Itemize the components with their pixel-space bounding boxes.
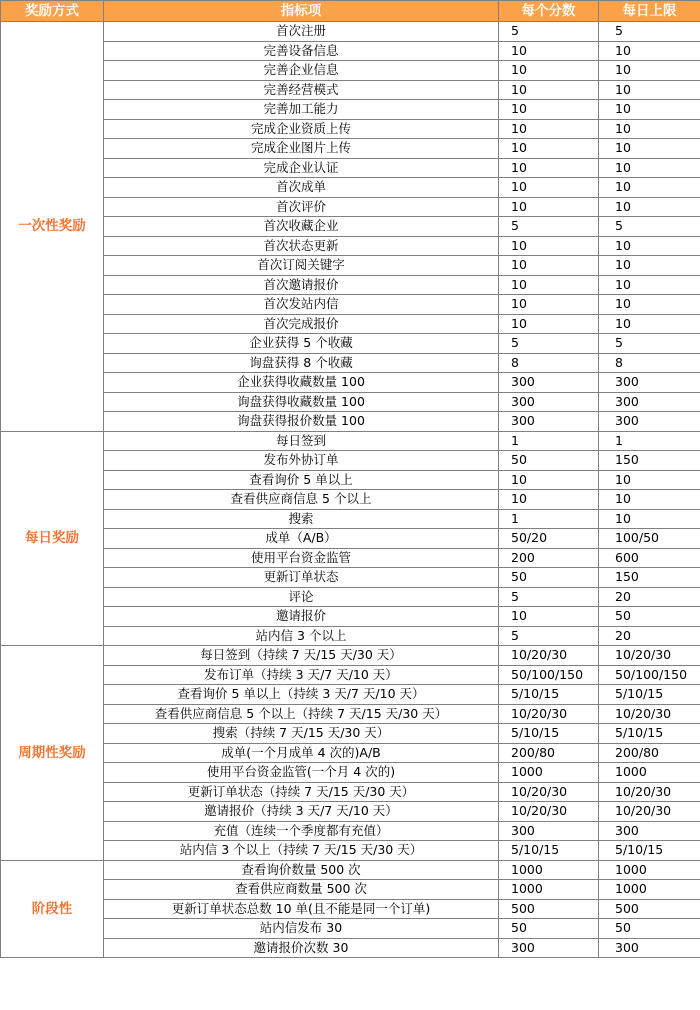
indicator-item-cell: 首次成单 <box>104 178 499 198</box>
daily-limit-cell: 10/20/30 <box>599 802 700 822</box>
table-row <box>1 704 700 724</box>
daily-limit-cell: 100/50 <box>599 529 700 549</box>
table-row <box>1 256 700 276</box>
table-row <box>1 724 700 744</box>
indicator-item-cell: 企业获得 5 个收藏 <box>104 334 499 354</box>
table-row <box>1 119 700 139</box>
indicator-item-cell: 搜索 <box>104 509 499 529</box>
category-periodic: 周期性奖励 <box>1 646 104 861</box>
points-cell: 5/10/15 <box>499 685 599 705</box>
indicator-item-cell: 成单(一个月成单 4 次的)A/B <box>104 743 499 763</box>
table-row <box>1 802 700 822</box>
daily-limit-cell: 300 <box>599 412 700 432</box>
points-cell: 300 <box>499 373 599 393</box>
points-cell: 10/20/30 <box>499 646 599 666</box>
daily-limit-cell: 10/20/30 <box>599 782 700 802</box>
indicator-item-cell: 邀请报价（持续 3 天/7 天/10 天） <box>104 802 499 822</box>
daily-limit-cell: 300 <box>599 392 700 412</box>
daily-limit-cell: 5 <box>599 22 700 42</box>
points-cell: 50 <box>499 919 599 939</box>
daily-limit-cell: 10 <box>599 275 700 295</box>
indicator-item-cell: 充值（连续一个季度都有充值） <box>104 821 499 841</box>
table-row <box>1 568 700 588</box>
daily-limit-cell: 20 <box>599 626 700 646</box>
indicator-item-cell: 完成企业认证 <box>104 158 499 178</box>
indicator-item-cell: 完善经营模式 <box>104 80 499 100</box>
indicator-item-cell: 更新订单状态（持续 7 天/15 天/30 天） <box>104 782 499 802</box>
indicator-item-cell: 站内信发布 30 <box>104 919 499 939</box>
table-row <box>1 470 700 490</box>
category-stage: 阶段性 <box>1 860 104 958</box>
indicator-item-cell: 完成企业图片上传 <box>104 139 499 159</box>
points-cell: 10/20/30 <box>499 704 599 724</box>
points-cell: 8 <box>499 353 599 373</box>
daily-limit-cell: 300 <box>599 821 700 841</box>
indicator-item-cell: 首次订阅关键字 <box>104 256 499 276</box>
indicator-item-cell: 首次完成报价 <box>104 314 499 334</box>
table-row <box>1 41 700 61</box>
daily-limit-cell: 10 <box>599 295 700 315</box>
table-row <box>1 80 700 100</box>
daily-limit-cell: 10 <box>599 61 700 81</box>
table-header-row <box>1 1 700 22</box>
table-row <box>1 392 700 412</box>
points-cell: 5 <box>499 217 599 237</box>
indicator-item-cell: 查看询价数量 500 次 <box>104 860 499 880</box>
table-row <box>1 314 700 334</box>
daily-limit-cell: 5 <box>599 217 700 237</box>
points-cell: 300 <box>499 392 599 412</box>
daily-limit-cell: 10/20/30 <box>599 646 700 666</box>
header-reward-method: 奖励方式 <box>1 1 104 22</box>
table-row <box>1 353 700 373</box>
indicator-item-cell: 查看供应商数量 500 次 <box>104 880 499 900</box>
points-cell: 50 <box>499 451 599 471</box>
daily-limit-cell: 1000 <box>599 880 700 900</box>
daily-limit-cell: 10 <box>599 197 700 217</box>
table-row <box>1 841 700 861</box>
table-row <box>1 412 700 432</box>
daily-limit-cell: 10 <box>599 41 700 61</box>
points-cell: 10 <box>499 158 599 178</box>
points-cell: 10 <box>499 490 599 510</box>
daily-limit-cell: 50/100/150 <box>599 665 700 685</box>
daily-limit-cell: 5/10/15 <box>599 841 700 861</box>
table-row <box>1 821 700 841</box>
points-cell: 5/10/15 <box>499 724 599 744</box>
points-cell: 10 <box>499 100 599 120</box>
indicator-item-cell: 完成企业资质上传 <box>104 119 499 139</box>
daily-limit-cell: 20 <box>599 587 700 607</box>
daily-limit-cell: 8 <box>599 353 700 373</box>
indicator-item-cell: 查看询价 5 单以上 <box>104 470 499 490</box>
indicator-item-cell: 查看供应商信息 5 个以上（持续 7 天/15 天/30 天） <box>104 704 499 724</box>
indicator-item-cell: 查看供应商信息 5 个以上 <box>104 490 499 510</box>
daily-limit-cell: 10 <box>599 236 700 256</box>
table-row <box>1 431 700 451</box>
daily-limit-cell: 10 <box>599 470 700 490</box>
points-cell: 5/10/15 <box>499 841 599 861</box>
daily-limit-cell: 10 <box>599 509 700 529</box>
table-row <box>1 236 700 256</box>
indicator-item-cell: 首次收藏企业 <box>104 217 499 237</box>
points-cell: 1000 <box>499 763 599 783</box>
table-row <box>1 938 700 958</box>
points-cell: 10 <box>499 295 599 315</box>
indicator-item-cell: 询盘获得 8 个收藏 <box>104 353 499 373</box>
points-cell: 10 <box>499 607 599 627</box>
points-cell: 5 <box>499 22 599 42</box>
points-cell: 1000 <box>499 880 599 900</box>
table-row <box>1 607 700 627</box>
table-row <box>1 685 700 705</box>
category-daily: 每日奖励 <box>1 431 104 646</box>
daily-limit-cell: 300 <box>599 938 700 958</box>
table-row <box>1 899 700 919</box>
indicator-item-cell: 询盘获得收藏数量 100 <box>104 392 499 412</box>
points-cell: 5 <box>499 587 599 607</box>
table-row <box>1 334 700 354</box>
table-body <box>1 22 700 958</box>
daily-limit-cell: 10 <box>599 314 700 334</box>
table-row <box>1 197 700 217</box>
indicator-item-cell: 评论 <box>104 587 499 607</box>
daily-limit-cell: 5/10/15 <box>599 724 700 744</box>
indicator-item-cell: 站内信 3 个以上（持续 7 天/15 天/30 天） <box>104 841 499 861</box>
table-row <box>1 860 700 880</box>
points-cell: 200 <box>499 548 599 568</box>
points-cell: 50/100/150 <box>499 665 599 685</box>
table-row <box>1 626 700 646</box>
daily-limit-cell: 1000 <box>599 860 700 880</box>
indicator-item-cell: 搜索（持续 7 天/15 天/30 天） <box>104 724 499 744</box>
daily-limit-cell: 200/80 <box>599 743 700 763</box>
points-cell: 10/20/30 <box>499 782 599 802</box>
table-row <box>1 139 700 159</box>
daily-limit-cell: 10 <box>599 256 700 276</box>
daily-limit-cell: 10/20/30 <box>599 704 700 724</box>
table-row <box>1 880 700 900</box>
table-row <box>1 782 700 802</box>
daily-limit-cell: 10 <box>599 100 700 120</box>
table-row <box>1 743 700 763</box>
header-points-each: 每个分数 <box>499 1 599 22</box>
indicator-item-cell: 每日签到（持续 7 天/15 天/30 天） <box>104 646 499 666</box>
indicator-item-cell: 使用平台资金监管 <box>104 548 499 568</box>
table-row <box>1 509 700 529</box>
points-cell: 300 <box>499 412 599 432</box>
table-row <box>1 529 700 549</box>
points-cell: 10 <box>499 236 599 256</box>
indicator-item-cell: 使用平台资金监管(一个月 4 次的) <box>104 763 499 783</box>
header-indicator-item: 指标项 <box>104 1 499 22</box>
table-row <box>1 61 700 81</box>
table-row <box>1 100 700 120</box>
indicator-item-cell: 企业获得收藏数量 100 <box>104 373 499 393</box>
points-cell: 10 <box>499 470 599 490</box>
daily-limit-cell: 1 <box>599 431 700 451</box>
points-cell: 10 <box>499 61 599 81</box>
indicator-item-cell: 发布外协订单 <box>104 451 499 471</box>
table-row <box>1 490 700 510</box>
indicator-item-cell: 更新订单状态总数 10 单(且不能是同一个订单) <box>104 899 499 919</box>
daily-limit-cell: 500 <box>599 899 700 919</box>
daily-limit-cell: 10 <box>599 139 700 159</box>
table-row <box>1 22 700 42</box>
points-cell: 10 <box>499 197 599 217</box>
daily-limit-cell: 50 <box>599 607 700 627</box>
daily-limit-cell: 10 <box>599 80 700 100</box>
points-cell: 10 <box>499 41 599 61</box>
points-cell: 10 <box>499 80 599 100</box>
indicator-item-cell: 邀请报价次数 30 <box>104 938 499 958</box>
points-cell: 10 <box>499 275 599 295</box>
daily-limit-cell: 10 <box>599 119 700 139</box>
daily-limit-cell: 600 <box>599 548 700 568</box>
indicator-item-cell: 查看询价 5 单以上（持续 3 天/7 天/10 天） <box>104 685 499 705</box>
table-row <box>1 919 700 939</box>
table-row <box>1 646 700 666</box>
indicator-item-cell: 首次发站内信 <box>104 295 499 315</box>
table-row <box>1 587 700 607</box>
points-cell: 10 <box>499 178 599 198</box>
daily-limit-cell: 150 <box>599 451 700 471</box>
points-cell: 10 <box>499 119 599 139</box>
table-row <box>1 548 700 568</box>
indicator-item-cell: 首次邀请报价 <box>104 275 499 295</box>
points-cell: 5 <box>499 626 599 646</box>
table-row <box>1 295 700 315</box>
indicator-item-cell: 邀请报价 <box>104 607 499 627</box>
header-daily-limit: 每日上限 <box>599 1 700 22</box>
indicator-item-cell: 完善企业信息 <box>104 61 499 81</box>
points-cell: 1 <box>499 431 599 451</box>
points-cell: 300 <box>499 821 599 841</box>
points-cell: 5 <box>499 334 599 354</box>
daily-limit-cell: 10 <box>599 178 700 198</box>
daily-limit-cell: 150 <box>599 568 700 588</box>
daily-limit-cell: 10 <box>599 158 700 178</box>
daily-limit-cell: 5 <box>599 334 700 354</box>
daily-limit-cell: 50 <box>599 919 700 939</box>
table-row <box>1 763 700 783</box>
daily-limit-cell: 5/10/15 <box>599 685 700 705</box>
indicator-item-cell: 完善加工能力 <box>104 100 499 120</box>
daily-limit-cell: 10 <box>599 490 700 510</box>
category-one-time: 一次性奖励 <box>1 22 104 432</box>
points-cell: 500 <box>499 899 599 919</box>
points-cell: 1 <box>499 509 599 529</box>
indicator-item-cell: 发布订单（持续 3 天/7 天/10 天） <box>104 665 499 685</box>
points-cell: 10/20/30 <box>499 802 599 822</box>
indicator-item-cell: 站内信 3 个以上 <box>104 626 499 646</box>
points-cell: 50/20 <box>499 529 599 549</box>
points-cell: 10 <box>499 139 599 159</box>
table-row <box>1 451 700 471</box>
table-row <box>1 158 700 178</box>
table-row <box>1 373 700 393</box>
indicator-item-cell: 首次注册 <box>104 22 499 42</box>
indicator-item-cell: 首次状态更新 <box>104 236 499 256</box>
points-cell: 10 <box>499 256 599 276</box>
table-row <box>1 217 700 237</box>
points-cell: 50 <box>499 568 599 588</box>
table-row <box>1 275 700 295</box>
indicator-item-cell: 每日签到 <box>104 431 499 451</box>
table-row <box>1 178 700 198</box>
daily-limit-cell: 1000 <box>599 763 700 783</box>
indicator-item-cell: 更新订单状态 <box>104 568 499 588</box>
daily-limit-cell: 300 <box>599 373 700 393</box>
points-cell: 10 <box>499 314 599 334</box>
points-cell: 200/80 <box>499 743 599 763</box>
table-row <box>1 665 700 685</box>
indicator-item-cell: 成单（A/B） <box>104 529 499 549</box>
indicator-item-cell: 询盘获得报价数量 100 <box>104 412 499 432</box>
indicator-item-cell: 完善设备信息 <box>104 41 499 61</box>
indicator-item-cell: 首次评价 <box>104 197 499 217</box>
points-cell: 1000 <box>499 860 599 880</box>
points-cell: 300 <box>499 938 599 958</box>
